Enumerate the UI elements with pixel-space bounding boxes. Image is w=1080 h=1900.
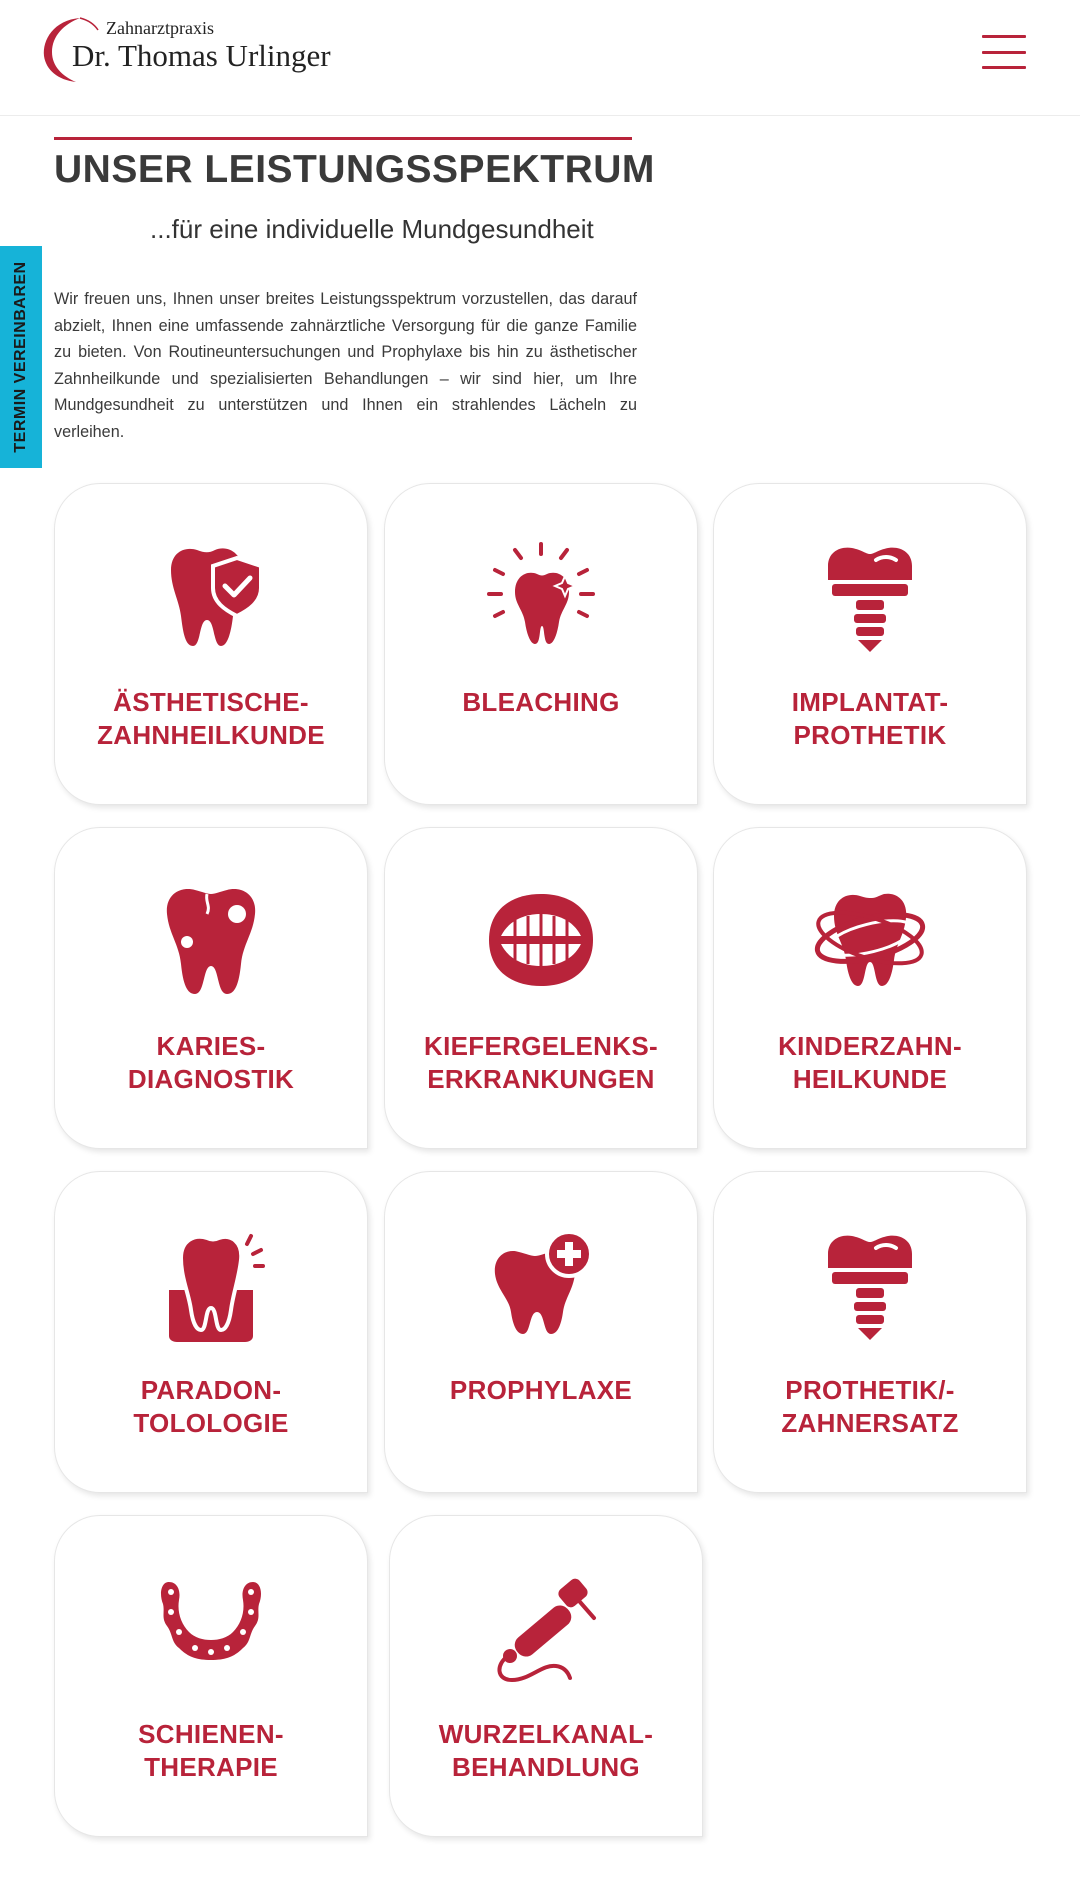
service-label: KIEFERGELENKS- ERKRANKUNGEN: [424, 1031, 658, 1094]
page-title: UNSER LEISTUNGSSPEKTRUM: [54, 148, 655, 191]
dental-splint-icon: [151, 1568, 271, 1688]
service-label: KINDERZAHN- HEILKUNDE: [778, 1031, 962, 1094]
service-card-wurzelkanalbehandlung[interactable]: [389, 1515, 703, 1837]
dental-implant-icon: [810, 536, 930, 656]
title-divider: [54, 137, 632, 140]
termin-tab-label: TERMIN VEREINBAREN: [12, 261, 29, 453]
dental-drill-icon: [486, 1568, 606, 1688]
service-label: PARADON- TOLOLOGIE: [133, 1375, 289, 1438]
site-header: [0, 0, 1080, 116]
service-card-kiefergelenks-erkrankungen[interactable]: [384, 827, 698, 1149]
service-label: IMPLANTAT- PROTHETIK: [791, 687, 949, 750]
service-label: KARIES- DIAGNOSTIK: [127, 1031, 295, 1094]
logo-title: Dr. Thomas Urlinger: [72, 38, 331, 73]
service-card-implantat-prothetik[interactable]: [713, 483, 1027, 805]
service-label: WURZELKANAL- BEHANDLUNG: [438, 1719, 654, 1782]
service-card-aesthetische-zahnheilkunde[interactable]: [54, 483, 368, 805]
service-card-prothetik-zahnersatz[interactable]: [713, 1171, 1027, 1493]
dental-implant-icon: [810, 1224, 930, 1344]
hamburger-icon: [982, 51, 1026, 54]
service-label: SCHIENEN- THERAPIE: [138, 1719, 284, 1782]
service-card-paradontologie[interactable]: [54, 1171, 368, 1493]
tooth-orbit-icon: [810, 880, 930, 1000]
service-card-kinderzahnheilkunde[interactable]: [713, 827, 1027, 1149]
hamburger-icon: [982, 66, 1026, 69]
intro-text: Wir freuen uns, Ihnen unser breites Leistungsspektrum vorzustellen, das darauf abzielt, Ihnen eine umfassende zahnärztliche Versorgung für die ganze Familie zu bieten. Von Routineuntersuchungen und Prophylaxe bis hin zu ästhetischer Zahnheilkunde und spezialisierten Behandlungen – wir sind hier, um Ihre Mundgesundheit zu unterstützen und Ihnen ein strahlendes Lächeln zu verleihen.: [54, 290, 637, 441]
service-card-schienentherapie[interactable]: [54, 1515, 368, 1837]
service-label: BLEACHING: [462, 687, 620, 717]
tooth-caries-icon: [151, 880, 271, 1000]
hamburger-icon: [982, 35, 1026, 38]
page-subtitle: ...für eine individuelle Mundgesundheit: [150, 214, 594, 244]
service-card-karies-diagnostik[interactable]: [54, 827, 368, 1149]
service-label: ÄSTHETISCHE- ZAHNHEILKUNDE: [97, 687, 325, 750]
service-card-prophylaxe[interactable]: [384, 1171, 698, 1493]
jaw-teeth-icon: [481, 880, 601, 1000]
menu-button[interactable]: [982, 35, 1026, 69]
tooth-shield-icon: [151, 536, 271, 656]
service-card-bleaching[interactable]: [384, 483, 698, 805]
logo-subtitle: Zahnarztpraxis: [106, 18, 214, 38]
logo[interactable]: [40, 14, 360, 86]
sparkling-tooth-icon: [481, 536, 601, 656]
service-label: PROPHYLAXE: [449, 1375, 633, 1405]
tooth-gum-icon: [151, 1224, 271, 1344]
tooth-plus-icon: [481, 1224, 601, 1344]
termin-vereinbaren-tab[interactable]: [0, 246, 42, 468]
service-label: PROTHETIK/- ZAHNERSATZ: [781, 1375, 959, 1438]
